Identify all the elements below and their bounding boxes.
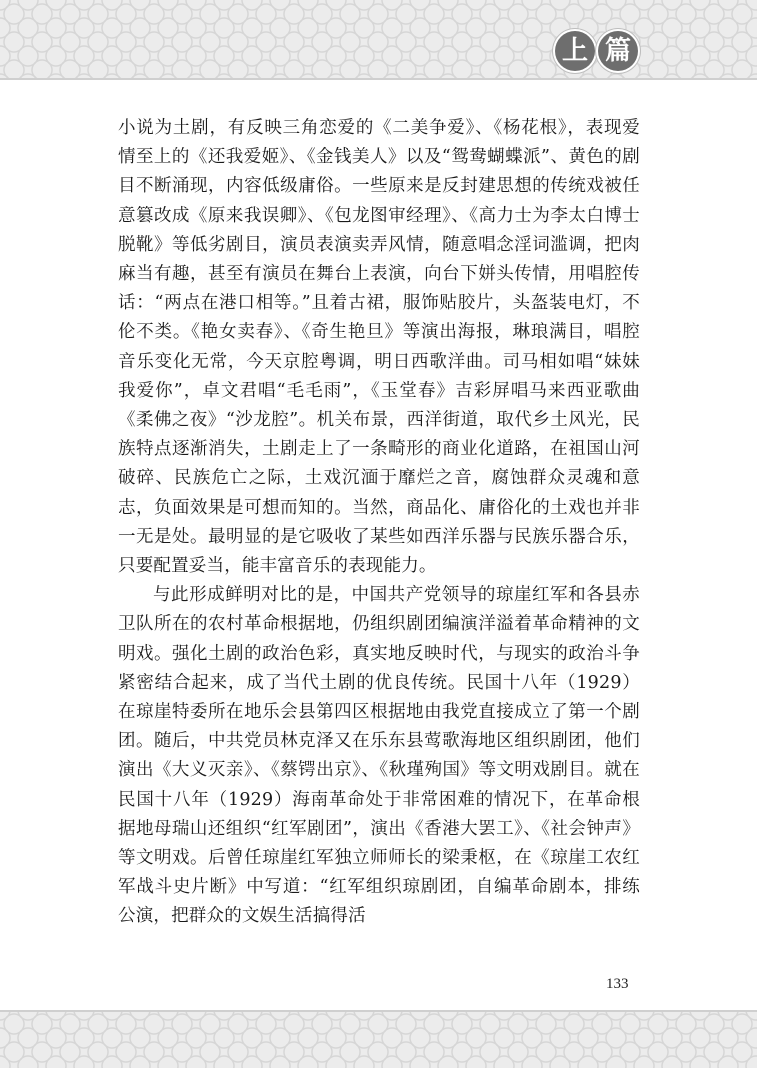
top-decorative-band xyxy=(0,0,757,80)
section-badge-char-2: 篇 xyxy=(598,31,638,71)
section-badge-char-1: 上 xyxy=(555,31,595,71)
page-number: 133 xyxy=(606,976,629,992)
section-badge xyxy=(555,31,638,71)
bottom-decorative-band xyxy=(0,1010,757,1068)
paragraph-1: 小说为土剧，有反映三角恋爱的《二美争爱》、《杨花根》，表现爱情至上的《还我爱姬》、《金钱美人》以及“鸳鸯蝴蝶派”、黄色的剧目不断涌现，内容低级庸俗。一些原来是反封建思想的传统戏被任意篡改成《原来我误卿》、《包龙图审经理》、《高力士为李太白博士脱靴》等低劣剧目，演员表演卖弄风情，随意唱念淫词滥调，把肉麻当有趣，甚至有演员在舞台上表演，向台下姘头传情，用唱腔传话：“两点在港口相等。”且着古裙，服饰贴胶片，头盔装电灯，不伦不类。《艳女卖春》、《奇生艳旦》等演出海报，琳琅满目，唱腔音乐变化无常，今天京腔粤调，明日西歌洋曲。司马相如唱“妹妹我爱你”，卓文君唱“毛毛雨”，《玉堂春》吉彩屏唱马来西亚歌曲《柔佛之夜》“沙龙腔”。机关布景，西洋街道，取代乡土风光，民族特点逐渐消失，土剧走上了一条畸形的商业化道路，在祖国山河破碎、民族危亡之际，土戏沉湎于靡烂之音，腐蚀群众灵魂和意志，负面效果是可想而知的。当然，商品化、庸俗化的土戏也并非一无是处。最明显的是它吸收了某些如西洋乐器与民族乐器合乐，只要配置妥当，能丰富音乐的表现能力。 xyxy=(118,118,640,577)
body-text xyxy=(118,114,640,932)
paragraph-2: 与此形成鲜明对比的是，中国共产党领导的琼崖红军和各县赤卫队所在的农村革命根据地，仍组织剧团编演洋溢着革命精神的文明戏。强化土剧的政治色彩，真实地反映时代，与现实的政治斗争紧密结合起来，成了当代土剧的优良传统。民国十八年（1929）在琼崖特委所在地乐会县第四区根据地由我党直接成立了第一个剧团。随后，中共党员林克泽又在乐东县莺歌海地区组织剧团，他们演出《大义灭亲》、《蔡锷出京》、《秋瑾殉国》等文明戏剧目。就在民国十八年（1929）海南革命处于非常困难的情况下，在革命根据地母瑞山还组织“红军剧团”，演出《香港大罢工》、《社会钟声》等文明戏。后曾任琼崖红军独立师师长的梁秉枢，在《琼崖工农红军战斗史片断》中写道：“红军组织琼剧团，自编革命剧本，排练公演，把群众的文娱生活搞得活 xyxy=(118,585,640,927)
